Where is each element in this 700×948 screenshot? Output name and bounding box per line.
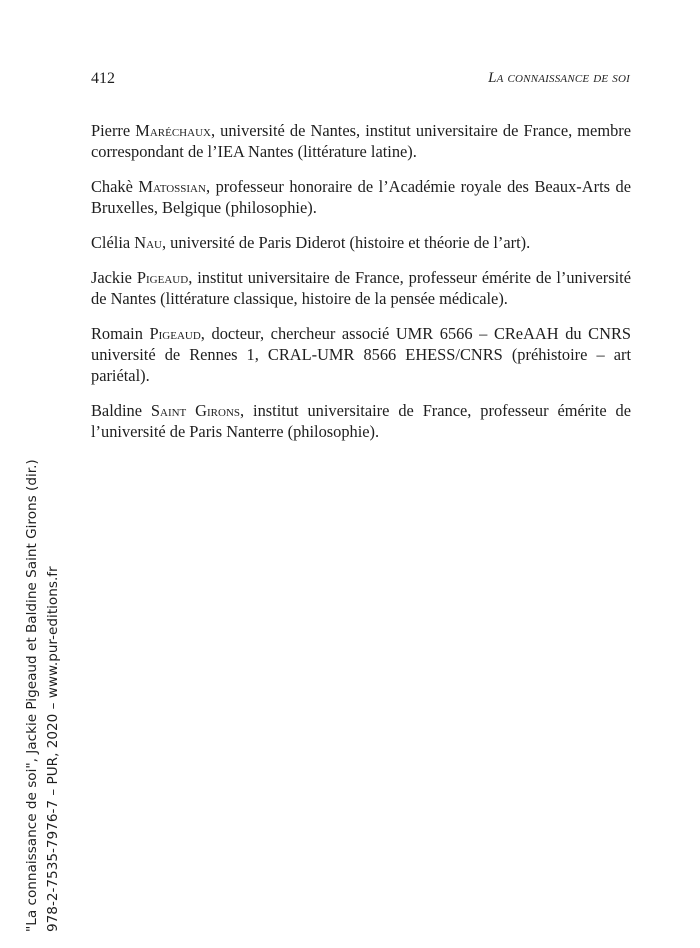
contributor-first-name: Baldine: [91, 401, 151, 420]
contributor-first-name: Clélia: [91, 233, 135, 252]
contributor-entry: [91, 120, 631, 162]
running-title: La connaissance de soi: [488, 70, 630, 86]
contributor-affiliation: , institut universitaire de France, professeur émérite de l’université de Paris Nanterre (philosophie).: [91, 401, 631, 441]
contributor-affiliation: , docteur, chercheur associé UMR 6566 – CReAAH du CNRS université de Rennes 1, CRAL-UMR 8566 EHESS/CNRS (préhistoire – art pariétal).: [91, 324, 632, 385]
contributor-entry: [91, 400, 631, 442]
side-credit-publisher-line: 978-2-7535-7976-7 – PUR, 2020 – www.pur-editions.fr: [45, 566, 61, 932]
contributor-list: [91, 120, 631, 456]
page-number: 412: [91, 70, 115, 87]
contributor-affiliation: , université de Paris Diderot (histoire et théorie de l’art).: [161, 233, 531, 252]
contributor-entry: [91, 267, 631, 309]
side-credit-title-line: "La connaissance de soi", Jackie Pigeaud et Baldine Saint Girons (dir.): [24, 459, 40, 932]
contributor-entry: [91, 323, 631, 386]
contributor-surname: Saint Girons: [150, 401, 241, 420]
contributor-first-name: Pierre: [91, 121, 136, 140]
contributor-entry: [91, 176, 631, 218]
contributor-surname: Pigeaud: [136, 268, 189, 287]
contributor-first-name: Romain: [91, 324, 150, 343]
contributor-entry: [91, 232, 631, 253]
contributor-surname: Matossian: [138, 177, 206, 196]
contributor-affiliation: , institut universitaire de France, professeur émérite de l’université de Nantes (littérature classique, histoire de la pensée médicale).: [91, 268, 631, 308]
contributor-affiliation: , université de Nantes, institut universitaire de France, membre correspondant de l’IEA Nantes (littérature latine).: [91, 121, 632, 161]
contributor-surname: Pigeaud: [149, 324, 201, 343]
contributor-surname: Maréchaux: [135, 121, 211, 140]
contributor-first-name: Chakè: [91, 177, 139, 196]
side-credit: [22, 412, 64, 932]
contributor-first-name: Jackie: [91, 268, 137, 287]
contributor-surname: Nau: [134, 233, 162, 252]
contributor-affiliation: , professeur honoraire de l’Académie royale des Beaux-Arts de Bruxelles, Belgique (philosophie).: [91, 177, 631, 217]
